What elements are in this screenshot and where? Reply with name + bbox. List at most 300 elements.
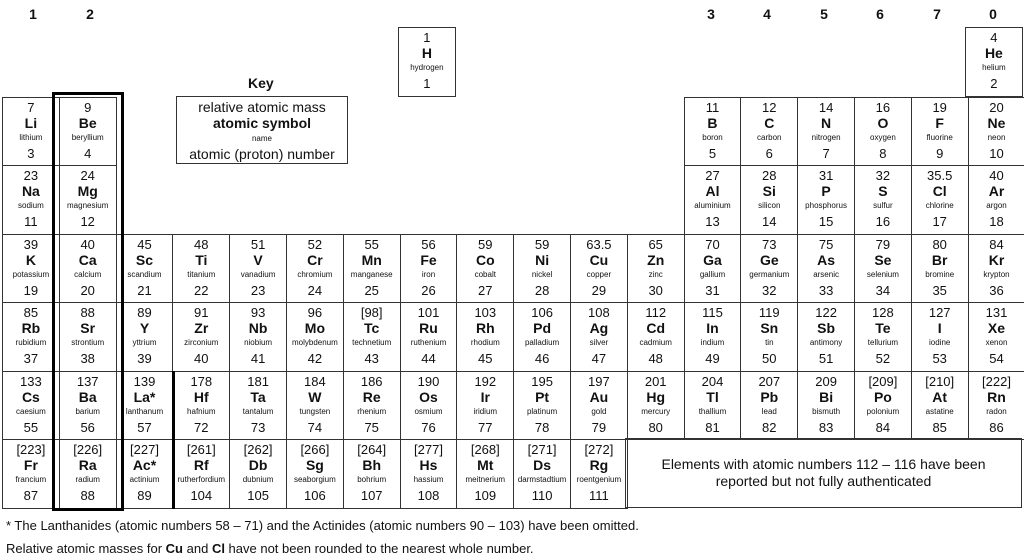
element-mass: [261]: [186, 442, 216, 457]
element-name: boron: [702, 133, 723, 142]
element-mass: [268]: [470, 442, 500, 457]
element-mass: 91: [194, 305, 209, 320]
element-number: 48: [648, 351, 663, 366]
element-number: 2: [990, 76, 998, 91]
element-number: 21: [137, 282, 152, 298]
element-mass: 85: [23, 305, 39, 320]
element-name: hafnium: [187, 407, 216, 416]
element-number: 31: [705, 282, 720, 298]
element-mass: 12: [762, 99, 777, 115]
element-number: 6: [765, 145, 773, 161]
element-symbol: Cu: [589, 251, 609, 268]
element-cell: [59, 165, 117, 235]
element-number: 3: [27, 145, 35, 161]
element-mass: 103: [474, 305, 497, 320]
element-symbol: Sn: [760, 320, 779, 336]
element-symbol: Mg: [77, 183, 98, 199]
element-number: 54: [989, 351, 1004, 366]
element-number: 86: [989, 419, 1004, 435]
element-mass: 11: [705, 99, 720, 115]
element-name: cadmium: [639, 339, 672, 347]
element-cell: [456, 302, 514, 372]
element-mass: 197: [588, 373, 610, 389]
element-number: 15: [818, 214, 834, 229]
element-name: meitnerium: [465, 476, 506, 484]
element-symbol: In: [706, 320, 719, 336]
element-symbol: Sc: [135, 251, 154, 268]
element-cell: [59, 439, 117, 509]
element-cell: [968, 302, 1024, 372]
group-heading: 6: [876, 6, 884, 22]
element-number: 88: [80, 488, 95, 503]
element-cell: [513, 302, 571, 372]
element-number: 27: [478, 282, 493, 298]
element-number: 37: [23, 351, 39, 366]
element-symbol: At: [932, 388, 948, 405]
element-number: 74: [307, 419, 323, 435]
element-cell: [229, 302, 287, 372]
element-name: silicon: [758, 202, 781, 210]
element-name: tin: [765, 339, 774, 347]
element-mass: 209: [815, 373, 837, 389]
element-symbol: As: [817, 251, 836, 268]
element-cell: [172, 371, 230, 441]
element-symbol: Xe: [987, 320, 1006, 336]
element-number: 79: [591, 419, 607, 435]
element-symbol: Fe: [420, 251, 437, 268]
element-mass: 16: [875, 99, 891, 115]
element-symbol: B: [707, 114, 718, 131]
element-symbol: Cd: [646, 320, 666, 336]
element-mass: [262]: [243, 442, 273, 457]
element-name: cobalt: [474, 270, 496, 279]
element-symbol: Os: [419, 388, 438, 405]
element-mass: 51: [250, 236, 266, 252]
element-name: yttrium: [132, 339, 157, 347]
element-cell: [627, 302, 685, 372]
element-number: 9: [936, 145, 944, 161]
element-symbol: Ca: [78, 251, 97, 268]
element-name: hydrogen: [410, 64, 444, 72]
element-number: 40: [194, 351, 209, 366]
element-cell: [854, 234, 912, 304]
element-name: bohrium: [357, 476, 387, 484]
element-mass: 184: [304, 373, 326, 389]
element-symbol: Ag: [589, 320, 609, 336]
element-name: tantalum: [242, 407, 274, 416]
element-mass: 70: [705, 236, 720, 252]
element-symbol: Br: [931, 251, 948, 268]
element-name: mercury: [641, 407, 671, 416]
element-symbol: Cs: [21, 388, 40, 405]
element-name: astatine: [925, 407, 954, 416]
element-mass: [223]: [16, 442, 46, 457]
element-mass: 14: [818, 99, 834, 115]
element-cell: [343, 371, 401, 441]
element-number: 43: [364, 351, 379, 366]
element-name: zinc: [648, 270, 663, 279]
element-name: lead: [761, 407, 777, 416]
element-symbol: Mn: [361, 251, 382, 268]
element-number: 16: [875, 214, 891, 229]
element-number: 34: [875, 282, 891, 298]
element-number: 1: [423, 76, 431, 91]
group-heading: 4: [763, 6, 771, 22]
element-symbol: La*: [133, 388, 156, 405]
element-number: 22: [194, 282, 209, 298]
element-name: vanadium: [240, 270, 276, 279]
element-number: 107: [360, 488, 383, 503]
element-mass: 131: [985, 305, 1008, 320]
element-mass: 122: [815, 305, 837, 320]
element-mass: 20: [989, 99, 1004, 115]
element-mass: 119: [758, 305, 780, 320]
element-mass: 93: [250, 305, 266, 320]
element-symbol: Bh: [362, 457, 382, 473]
element-cell: [740, 234, 798, 304]
element-cell: [513, 371, 571, 441]
element-name: scandium: [127, 270, 162, 279]
element-mass: 45: [137, 236, 152, 252]
element-mass: 63.5: [586, 236, 612, 252]
element-number: 45: [478, 351, 493, 366]
element-symbol: Be: [78, 114, 97, 131]
element-number: 82: [762, 419, 777, 435]
key-title: Key: [248, 75, 274, 91]
element-symbol: Zn: [647, 251, 665, 268]
element-symbol: Hg: [646, 388, 666, 405]
element-mass: 39: [23, 236, 39, 252]
element-symbol: Hf: [193, 388, 209, 405]
element-name: roentgenium: [576, 476, 622, 484]
element-name: krypton: [983, 270, 1010, 279]
element-symbol: Pb: [760, 388, 779, 405]
element-cell: [513, 439, 571, 509]
element-cell: [513, 234, 571, 304]
element-cell: [740, 97, 798, 167]
element-mass: 40: [989, 168, 1004, 183]
element-cell: [965, 27, 1023, 97]
element-number: 87: [23, 488, 39, 503]
key-number-label: atomic (proton) number: [189, 146, 335, 162]
element-symbol: Ti: [195, 251, 208, 268]
element-symbol: Y: [139, 320, 150, 336]
element-name: polonium: [866, 407, 900, 416]
element-cell: [456, 439, 514, 509]
element-mass: 181: [247, 373, 269, 389]
element-symbol: Cr: [307, 251, 323, 268]
element-mass: 73: [762, 236, 777, 252]
element-name: titanium: [187, 270, 216, 279]
element-number: 5: [708, 145, 717, 161]
element-number: 36: [989, 282, 1004, 298]
element-symbol: Rf: [193, 457, 209, 473]
element-number: 11: [24, 214, 38, 229]
element-name: helium: [982, 64, 1006, 72]
element-name: iron: [421, 270, 436, 279]
element-cell: [59, 97, 117, 167]
element-name: iodine: [929, 339, 951, 347]
group-heading: 2: [86, 6, 94, 22]
element-mass: 186: [360, 373, 383, 389]
element-mass: 9: [84, 99, 92, 115]
element-number: 29: [591, 282, 607, 298]
element-symbol: Sg: [305, 457, 324, 473]
element-name: xenon: [985, 339, 1008, 347]
element-cell: [2, 97, 60, 167]
element-symbol: Ne: [987, 114, 1006, 131]
element-name: francium: [15, 476, 47, 484]
element-cell: [456, 234, 514, 304]
element-number: 83: [818, 419, 834, 435]
element-name: seaborgium: [293, 476, 336, 484]
element-symbol: Zr: [194, 320, 209, 336]
element-cell: [740, 302, 798, 372]
element-symbol: Cl: [932, 183, 947, 199]
element-cell: [286, 439, 344, 509]
element-name: argon: [986, 202, 1007, 210]
element-cell: [797, 97, 855, 167]
element-mass: 19: [932, 99, 947, 115]
element-cell: [684, 97, 742, 167]
element-cell: [400, 234, 458, 304]
element-mass: 139: [133, 373, 156, 389]
element-cell: [911, 97, 969, 167]
element-mass: 52: [307, 236, 323, 252]
element-cell: [116, 439, 174, 509]
element-cell: [59, 234, 117, 304]
element-mass: [209]: [868, 373, 898, 389]
element-number: 8: [879, 145, 887, 161]
element-name: nickel: [531, 270, 553, 279]
element-cell: [854, 302, 912, 372]
element-number: 51: [818, 351, 834, 366]
element-symbol: Ra: [78, 457, 97, 473]
element-mass: 204: [701, 373, 724, 389]
element-mass: 40: [80, 236, 95, 252]
element-name: rhenium: [357, 407, 387, 416]
element-mass: 28: [762, 168, 777, 183]
element-mass: [222]: [982, 373, 1011, 389]
element-number: 19: [23, 282, 39, 298]
element-name: phosphorus: [805, 202, 847, 210]
element-name: technetium: [352, 339, 392, 347]
element-cell: [172, 234, 230, 304]
element-number: 109: [474, 488, 497, 503]
element-name: gallium: [699, 270, 726, 279]
element-name: molybdenum: [291, 339, 338, 347]
element-number: 42: [307, 351, 323, 366]
element-mass: [271]: [527, 442, 557, 457]
element-number: 73: [250, 419, 266, 435]
element-cell: [684, 371, 742, 441]
element-number: 14: [762, 214, 777, 229]
footnote-omitted: * The Lanthanides (atomic numbers 58 – 71) and the Actinides (atomic numbers 90 – 103) have been omitted.: [6, 518, 639, 533]
element-mass: [272]: [584, 442, 614, 457]
element-number: 84: [875, 419, 891, 435]
element-number: 17: [932, 214, 947, 229]
element-name: sulfur: [873, 202, 893, 210]
element-symbol: Ds: [533, 457, 552, 473]
element-cell: [59, 371, 117, 441]
group-heading: 7: [933, 6, 941, 22]
element-symbol: Ar: [988, 183, 1005, 199]
element-mass: 88: [80, 305, 95, 320]
element-name: germanium: [749, 270, 790, 279]
element-symbol: Mo: [304, 320, 325, 336]
key-mass-label: relative atomic mass: [198, 99, 326, 115]
element-symbol: Rn: [987, 388, 1006, 405]
element-mass: 133: [20, 373, 42, 389]
element-symbol: P: [821, 183, 831, 199]
element-symbol: Rg: [589, 457, 609, 473]
element-symbol: C: [764, 114, 775, 131]
element-symbol: Sb: [817, 320, 836, 336]
element-number: 89: [137, 488, 152, 503]
element-mass: 101: [417, 305, 440, 320]
element-mass: 128: [872, 305, 894, 320]
element-name: chlorine: [925, 202, 954, 210]
element-cell: [400, 302, 458, 372]
element-mass: 207: [758, 373, 781, 389]
element-number: 52: [875, 351, 891, 366]
element-cell: [456, 371, 514, 441]
element-number: 50: [762, 351, 777, 366]
element-cell: [398, 27, 456, 97]
element-cell: [2, 165, 60, 235]
element-mass: 27: [705, 168, 720, 183]
element-cell: [627, 234, 685, 304]
element-name: nitrogen: [811, 133, 841, 142]
element-name: beryllium: [71, 133, 104, 142]
element-cell: [570, 302, 628, 372]
element-cell: [911, 234, 969, 304]
element-number: 81: [705, 419, 720, 435]
element-symbol: S: [878, 183, 888, 199]
element-cell: [116, 371, 174, 441]
element-cell: [797, 302, 855, 372]
element-cell: [2, 439, 60, 509]
element-cell: [2, 302, 60, 372]
element-cell: [2, 371, 60, 441]
element-cell: [343, 302, 401, 372]
element-symbol: Ta: [250, 388, 266, 405]
element-symbol: Rb: [21, 320, 41, 336]
element-symbol: Li: [24, 114, 38, 131]
element-name: caesium: [16, 407, 46, 416]
element-symbol: Co: [475, 251, 495, 268]
element-cell: [684, 234, 742, 304]
element-number: 106: [304, 488, 326, 503]
element-name: lanthanum: [125, 407, 164, 416]
element-name: actinium: [129, 476, 160, 484]
element-mass: [210]: [925, 373, 955, 389]
element-mass: 178: [190, 373, 213, 389]
element-number: 24: [307, 282, 323, 298]
element-symbol: Db: [248, 457, 268, 473]
element-symbol: Fr: [23, 457, 38, 473]
element-number: 78: [534, 419, 550, 435]
element-number: 77: [478, 419, 493, 435]
element-symbol: Sr: [80, 320, 96, 336]
element-name: radon: [986, 407, 1007, 416]
element-name: rhodium: [470, 339, 500, 347]
element-name: fluorine: [926, 133, 953, 142]
key-symbol-label: atomic symbol: [212, 115, 312, 131]
element-mass: 115: [702, 305, 723, 320]
element-mass: 75: [818, 236, 834, 252]
element-symbol: I: [937, 320, 942, 336]
element-number: 12: [80, 214, 95, 229]
element-number: 111: [589, 488, 609, 503]
element-number: 30: [648, 282, 663, 298]
element-symbol: Ge: [759, 251, 779, 268]
element-symbol: Nb: [248, 320, 268, 336]
element-cell: [911, 371, 969, 441]
lanthanide-separator: [172, 371, 175, 509]
element-name: rubidium: [15, 339, 47, 347]
element-name: rutherfordium: [177, 476, 226, 484]
element-mass: 112: [645, 305, 667, 320]
element-number: 44: [421, 351, 436, 366]
element-mass: 32: [875, 168, 891, 183]
element-cell: [286, 234, 344, 304]
element-number: 26: [421, 282, 436, 298]
element-number: 4: [84, 145, 92, 161]
element-mass: 7: [27, 99, 35, 115]
note-box: Elements with atomic numbers 112 – 116 have been reported but not fully authenticated: [625, 438, 1022, 508]
element-name: oxygen: [870, 133, 896, 142]
element-cell: [740, 165, 798, 235]
element-cell: [343, 439, 401, 509]
element-number: 10: [989, 145, 1004, 161]
element-name: potassium: [12, 270, 50, 279]
element-symbol: Ga: [703, 251, 722, 268]
element-mass: 106: [531, 305, 553, 320]
element-number: 110: [531, 488, 553, 503]
element-cell: [172, 439, 230, 509]
element-mass: 59: [478, 236, 493, 252]
element-cell: [968, 371, 1024, 441]
element-number: 46: [534, 351, 550, 366]
element-mass: 31: [818, 168, 834, 183]
element-cell: [343, 234, 401, 304]
element-cell: [968, 97, 1024, 167]
element-name: indium: [700, 339, 725, 347]
element-number: 13: [705, 214, 720, 229]
element-symbol: Na: [21, 183, 40, 199]
element-name: thallium: [698, 407, 727, 416]
element-name: ruthenium: [410, 339, 447, 347]
element-number: 7: [822, 145, 830, 161]
element-mass: 59: [534, 236, 550, 252]
element-name: sodium: [18, 202, 44, 210]
group-heading: 0: [989, 6, 997, 22]
element-name: radium: [75, 476, 100, 484]
element-symbol: He: [984, 45, 1003, 61]
element-name: selenium: [866, 270, 899, 279]
element-symbol: Ni: [535, 251, 550, 268]
group-heading: 3: [707, 6, 715, 22]
element-mass: [226]: [73, 442, 103, 457]
element-mass: 137: [76, 373, 99, 389]
element-name: gold: [591, 407, 607, 416]
element-name: tungsten: [299, 407, 331, 416]
element-symbol: Po: [873, 388, 892, 405]
element-number: 23: [250, 282, 266, 298]
element-number: 25: [364, 282, 379, 298]
element-cell: [570, 234, 628, 304]
